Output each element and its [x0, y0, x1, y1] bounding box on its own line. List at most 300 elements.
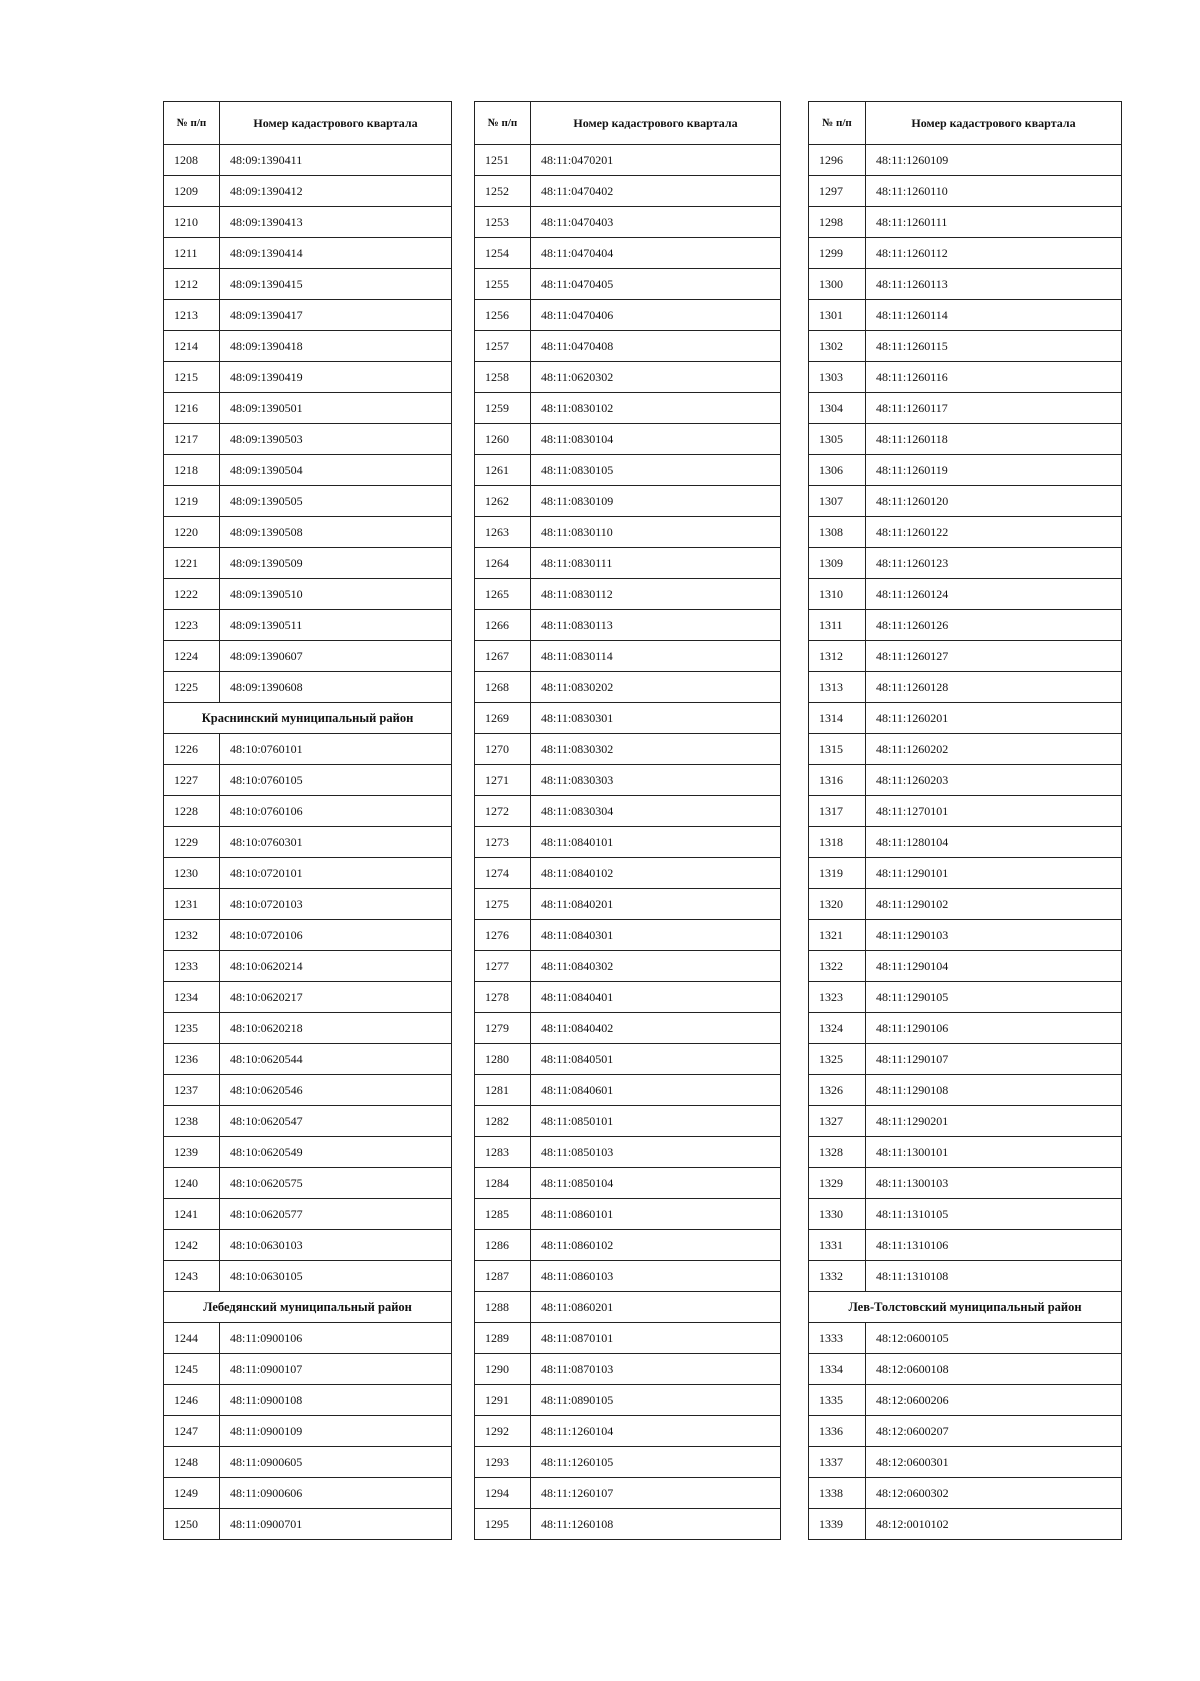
table-row [475, 672, 781, 703]
row-number: 1337 [809, 1447, 866, 1478]
row-number: 1283 [475, 1137, 531, 1168]
table-row [164, 1354, 452, 1385]
cadastral-quarter-number: 48:10:0760106 [220, 796, 452, 827]
row-number: 1253 [475, 207, 531, 238]
row-number: 1225 [164, 672, 220, 703]
cadastral-quarter-number: 48:11:0830303 [531, 765, 781, 796]
table-row [164, 951, 452, 982]
table-row [164, 548, 452, 579]
cadastral-quarter-number: 48:11:1260201 [866, 703, 1122, 734]
cadastral-quarter-number: 48:10:0620549 [220, 1137, 452, 1168]
table-row [475, 1044, 781, 1075]
table-row [164, 455, 452, 486]
row-number: 1321 [809, 920, 866, 951]
row-number: 1301 [809, 300, 866, 331]
cadastral-quarter-number: 48:11:0620302 [531, 362, 781, 393]
row-number: 1262 [475, 486, 531, 517]
table-row [809, 1106, 1122, 1137]
row-number: 1270 [475, 734, 531, 765]
cadastral-quarter-number: 48:11:0470405 [531, 269, 781, 300]
cadastral-quarter-number: 48:09:1390501 [220, 393, 452, 424]
cadastral-quarter-number: 48:11:0850104 [531, 1168, 781, 1199]
table-row [475, 579, 781, 610]
table-row [164, 734, 452, 765]
cadastral-quarter-number: 48:10:0630103 [220, 1230, 452, 1261]
cadastral-quarter-number: 48:09:1390414 [220, 238, 452, 269]
cadastral-quarter-number: 48:11:1260105 [531, 1447, 781, 1478]
table-row [164, 672, 452, 703]
cadastral-quarter-number: 48:11:1260124 [866, 579, 1122, 610]
table-row [475, 145, 781, 176]
table-row [475, 1447, 781, 1478]
cadastral-quarter-number: 48:11:0830301 [531, 703, 781, 734]
table-row [164, 1416, 452, 1447]
row-number: 1288 [475, 1292, 531, 1323]
row-number: 1250 [164, 1509, 220, 1540]
cadastral-quarter-number: 48:10:0620547 [220, 1106, 452, 1137]
row-number: 1224 [164, 641, 220, 672]
table-row [809, 424, 1122, 455]
table-row [809, 579, 1122, 610]
row-number: 1252 [475, 176, 531, 207]
cadastral-quarter-number: 48:11:1290108 [866, 1075, 1122, 1106]
cadastral-quarter-number: 48:11:1260104 [531, 1416, 781, 1447]
row-number: 1296 [809, 145, 866, 176]
cadastral-quarter-number: 48:11:1260115 [866, 331, 1122, 362]
cadastral-quarter-number: 48:11:0870103 [531, 1354, 781, 1385]
cadastral-quarter-number: 48:11:1290101 [866, 858, 1122, 889]
cadastral-quarter-number: 48:12:0600105 [866, 1323, 1122, 1354]
cadastral-quarter-number: 48:11:0470402 [531, 176, 781, 207]
row-number: 1240 [164, 1168, 220, 1199]
cadastral-quarter-number: 48:11:0840601 [531, 1075, 781, 1106]
cadastral-quarter-number: 48:11:1260118 [866, 424, 1122, 455]
row-number: 1317 [809, 796, 866, 827]
row-number: 1263 [475, 517, 531, 548]
table-row [164, 1013, 452, 1044]
row-number: 1213 [164, 300, 220, 331]
table-row [809, 641, 1122, 672]
cadastral-quarter-number: 48:09:1390417 [220, 300, 452, 331]
cadastral-quarter-number: 48:12:0600108 [866, 1354, 1122, 1385]
row-number: 1211 [164, 238, 220, 269]
table-row [809, 176, 1122, 207]
row-number: 1220 [164, 517, 220, 548]
row-number: 1286 [475, 1230, 531, 1261]
cadastral-quarter-number: 48:11:1310106 [866, 1230, 1122, 1261]
header-cadastral-quarter: Номер кадастрового квартала [866, 102, 1122, 145]
table-row [809, 486, 1122, 517]
district-section-row [809, 1292, 1122, 1323]
district-section-title: Краснинский муниципальный район [164, 703, 452, 734]
table-row [164, 796, 452, 827]
cadastral-quarter-number: 48:11:1260123 [866, 548, 1122, 579]
row-number: 1290 [475, 1354, 531, 1385]
row-number: 1221 [164, 548, 220, 579]
table-row [475, 207, 781, 238]
cadastral-quarter-number: 48:09:1390608 [220, 672, 452, 703]
row-number: 1271 [475, 765, 531, 796]
row-number: 1314 [809, 703, 866, 734]
cadastral-quarter-number: 48:10:0620546 [220, 1075, 452, 1106]
table-row [164, 1447, 452, 1478]
table-row [475, 517, 781, 548]
row-number: 1325 [809, 1044, 866, 1075]
table-row [475, 610, 781, 641]
cadastral-quarter-number: 48:11:0840102 [531, 858, 781, 889]
table-row [809, 331, 1122, 362]
table-row [164, 641, 452, 672]
table-row [475, 1261, 781, 1292]
cadastral-quarter-number: 48:09:1390505 [220, 486, 452, 517]
cadastral-quarter-number: 48:09:1390413 [220, 207, 452, 238]
table-row [809, 145, 1122, 176]
cadastral-quarter-number: 48:11:1260128 [866, 672, 1122, 703]
cadastral-quarter-number: 48:11:0830105 [531, 455, 781, 486]
table-row [809, 1199, 1122, 1230]
row-number: 1258 [475, 362, 531, 393]
table-row [809, 672, 1122, 703]
table-row [809, 734, 1122, 765]
table-row [809, 1230, 1122, 1261]
cadastral-quarter-number: 48:11:1260122 [866, 517, 1122, 548]
row-number: 1238 [164, 1106, 220, 1137]
row-number: 1295 [475, 1509, 531, 1540]
district-section-row [164, 1292, 452, 1323]
table-row [164, 1168, 452, 1199]
row-number: 1279 [475, 1013, 531, 1044]
cadastral-quarter-number: 48:11:0840201 [531, 889, 781, 920]
cadastral-quarter-number: 48:11:0850101 [531, 1106, 781, 1137]
row-number: 1231 [164, 889, 220, 920]
table-row [164, 1044, 452, 1075]
table-row [164, 1261, 452, 1292]
row-number: 1229 [164, 827, 220, 858]
table-row [809, 858, 1122, 889]
row-number: 1282 [475, 1106, 531, 1137]
cadastral-quarter-number: 48:11:1260109 [866, 145, 1122, 176]
table-row [475, 734, 781, 765]
cadastral-quarter-number: 48:11:1260112 [866, 238, 1122, 269]
table-row [164, 517, 452, 548]
table-row [809, 1137, 1122, 1168]
table-row [475, 176, 781, 207]
row-number: 1215 [164, 362, 220, 393]
table-row [809, 1478, 1122, 1509]
cadastral-quarter-number: 48:11:0830202 [531, 672, 781, 703]
cadastral-quarter-number: 48:10:0760301 [220, 827, 452, 858]
row-number: 1257 [475, 331, 531, 362]
table-row [475, 1137, 781, 1168]
district-section-title: Лебедянский муниципальный район [164, 1292, 452, 1323]
cadastral-quarter-number: 48:11:1300101 [866, 1137, 1122, 1168]
table-row [475, 393, 781, 424]
cadastral-quarter-number: 48:11:0840302 [531, 951, 781, 982]
table-row [475, 641, 781, 672]
cadastral-quarter-number: 48:11:0860101 [531, 1199, 781, 1230]
cadastral-quarter-number: 48:10:0620218 [220, 1013, 452, 1044]
table-row [809, 1354, 1122, 1385]
table-row [809, 1044, 1122, 1075]
row-number: 1217 [164, 424, 220, 455]
table-row [164, 238, 452, 269]
row-number: 1267 [475, 641, 531, 672]
cadastral-quarter-number: 48:12:0600207 [866, 1416, 1122, 1447]
table-row [164, 982, 452, 1013]
cadastral-quarter-number: 48:11:1270101 [866, 796, 1122, 827]
row-number: 1256 [475, 300, 531, 331]
cadastral-quarter-number: 48:10:0630105 [220, 1261, 452, 1292]
table-row [809, 362, 1122, 393]
table-row [164, 765, 452, 796]
table-row [809, 1013, 1122, 1044]
row-number: 1247 [164, 1416, 220, 1447]
table-row [164, 889, 452, 920]
cadastral-quarter-number: 48:11:1310105 [866, 1199, 1122, 1230]
cadastral-quarter-number: 48:09:1390503 [220, 424, 452, 455]
table-row [164, 858, 452, 889]
cadastral-quarter-number: 48:11:0830114 [531, 641, 781, 672]
table-row [164, 424, 452, 455]
row-number: 1287 [475, 1261, 531, 1292]
cadastral-quarter-number: 48:12:0010102 [866, 1509, 1122, 1540]
table-row [164, 579, 452, 610]
row-number: 1330 [809, 1199, 866, 1230]
row-number: 1303 [809, 362, 866, 393]
cadastral-quarter-number: 48:10:0620214 [220, 951, 452, 982]
cadastral-quarter-number: 48:10:0760101 [220, 734, 452, 765]
table-row [475, 238, 781, 269]
row-number: 1219 [164, 486, 220, 517]
cadastral-quarter-number: 48:11:1290105 [866, 982, 1122, 1013]
cadastral-quarter-number: 48:11:1260113 [866, 269, 1122, 300]
table-row [809, 238, 1122, 269]
cadastral-quarter-number: 48:09:1390511 [220, 610, 452, 641]
cadastral-quarter-number: 48:11:1260108 [531, 1509, 781, 1540]
table-row [809, 300, 1122, 331]
row-number: 1312 [809, 641, 866, 672]
cadastral-quarter-number: 48:12:0600301 [866, 1447, 1122, 1478]
row-number: 1232 [164, 920, 220, 951]
table-row [475, 703, 781, 734]
cadastral-quarter-number: 48:11:1260117 [866, 393, 1122, 424]
table-row [164, 1199, 452, 1230]
table-row [164, 1385, 452, 1416]
cadastral-quarter-number: 48:11:0470408 [531, 331, 781, 362]
table-row [475, 1385, 781, 1416]
cadastral-quarter-number: 48:11:0850103 [531, 1137, 781, 1168]
row-number: 1212 [164, 269, 220, 300]
table-row [809, 1075, 1122, 1106]
table-header-row [475, 102, 781, 145]
row-number: 1338 [809, 1478, 866, 1509]
table-row [475, 331, 781, 362]
cadastral-quarter-number: 48:10:0720106 [220, 920, 452, 951]
table-row [475, 951, 781, 982]
row-number: 1260 [475, 424, 531, 455]
cadastral-quarter-number: 48:11:0830302 [531, 734, 781, 765]
row-number: 1228 [164, 796, 220, 827]
cadastral-quarter-number: 48:11:1280104 [866, 827, 1122, 858]
cadastral-quarter-number: 48:11:1290104 [866, 951, 1122, 982]
table-row [809, 548, 1122, 579]
row-number: 1208 [164, 145, 220, 176]
row-number: 1254 [475, 238, 531, 269]
row-number: 1319 [809, 858, 866, 889]
cadastral-quarter-number: 48:09:1390509 [220, 548, 452, 579]
table-row [164, 1137, 452, 1168]
row-number: 1272 [475, 796, 531, 827]
header-cadastral-quarter: Номер кадастрового квартала [531, 102, 781, 145]
row-number: 1324 [809, 1013, 866, 1044]
row-number: 1274 [475, 858, 531, 889]
table-row [475, 858, 781, 889]
row-number: 1313 [809, 672, 866, 703]
table-row [475, 1416, 781, 1447]
cadastral-quarter-number: 48:09:1390415 [220, 269, 452, 300]
row-number: 1302 [809, 331, 866, 362]
row-number: 1239 [164, 1137, 220, 1168]
cadastral-quarter-number: 48:11:0860103 [531, 1261, 781, 1292]
table-row [809, 1447, 1122, 1478]
table-row [475, 982, 781, 1013]
row-number: 1332 [809, 1261, 866, 1292]
row-number: 1234 [164, 982, 220, 1013]
table-row [475, 1354, 781, 1385]
cadastral-quarter-number: 48:11:0830304 [531, 796, 781, 827]
cadastral-quarter-number: 48:11:0900606 [220, 1478, 452, 1509]
cadastral-quarter-number: 48:12:0600302 [866, 1478, 1122, 1509]
cadastral-quarter-number: 48:09:1390412 [220, 176, 452, 207]
row-number: 1209 [164, 176, 220, 207]
table-row [475, 889, 781, 920]
table-row [475, 1013, 781, 1044]
row-number: 1235 [164, 1013, 220, 1044]
table-row [475, 1509, 781, 1540]
row-number: 1318 [809, 827, 866, 858]
table-row [475, 827, 781, 858]
cadastral-quarter-number: 48:11:0830102 [531, 393, 781, 424]
cadastral-quarter-number: 48:12:0600206 [866, 1385, 1122, 1416]
row-number: 1230 [164, 858, 220, 889]
table-row [475, 1199, 781, 1230]
cadastral-quarter-number: 48:11:0470406 [531, 300, 781, 331]
row-number: 1276 [475, 920, 531, 951]
table-row [475, 486, 781, 517]
cadastral-quarter-number: 48:11:0860102 [531, 1230, 781, 1261]
cadastral-quarter-number: 48:11:1290102 [866, 889, 1122, 920]
header-number: № п/п [164, 102, 220, 145]
table-row [164, 176, 452, 207]
cadastral-quarter-number: 48:10:0720103 [220, 889, 452, 920]
row-number: 1243 [164, 1261, 220, 1292]
table-row [809, 393, 1122, 424]
cadastral-table-3 [808, 101, 1122, 1540]
row-number: 1222 [164, 579, 220, 610]
table-row [475, 362, 781, 393]
row-number: 1278 [475, 982, 531, 1013]
row-number: 1277 [475, 951, 531, 982]
table-row [809, 1168, 1122, 1199]
row-number: 1236 [164, 1044, 220, 1075]
table-row [164, 1509, 452, 1540]
cadastral-quarter-number: 48:11:1260119 [866, 455, 1122, 486]
table-row [164, 145, 452, 176]
cadastral-quarter-number: 48:11:0900106 [220, 1323, 452, 1354]
header-number: № п/п [809, 102, 866, 145]
table-row [475, 1323, 781, 1354]
row-number: 1297 [809, 176, 866, 207]
row-number: 1334 [809, 1354, 866, 1385]
row-number: 1327 [809, 1106, 866, 1137]
row-number: 1261 [475, 455, 531, 486]
row-number: 1226 [164, 734, 220, 765]
row-number: 1266 [475, 610, 531, 641]
row-number: 1259 [475, 393, 531, 424]
table-row [475, 269, 781, 300]
row-number: 1294 [475, 1478, 531, 1509]
table-row [164, 207, 452, 238]
row-number: 1322 [809, 951, 866, 982]
table-row [475, 765, 781, 796]
row-number: 1323 [809, 982, 866, 1013]
cadastral-quarter-number: 48:11:0830111 [531, 548, 781, 579]
row-number: 1308 [809, 517, 866, 548]
row-number: 1326 [809, 1075, 866, 1106]
row-number: 1333 [809, 1323, 866, 1354]
row-number: 1315 [809, 734, 866, 765]
table-row [164, 1230, 452, 1261]
row-number: 1255 [475, 269, 531, 300]
cadastral-quarter-number: 48:09:1390418 [220, 331, 452, 362]
row-number: 1292 [475, 1416, 531, 1447]
cadastral-table-1 [163, 101, 452, 1540]
table-row [809, 1385, 1122, 1416]
row-number: 1280 [475, 1044, 531, 1075]
table-row [475, 455, 781, 486]
table-row [475, 796, 781, 827]
cadastral-quarter-number: 48:10:0620577 [220, 1199, 452, 1230]
table-header-row [164, 102, 452, 145]
row-number: 1246 [164, 1385, 220, 1416]
table-row [809, 269, 1122, 300]
cadastral-quarter-number: 48:11:0840301 [531, 920, 781, 951]
cadastral-quarter-number: 48:11:0840402 [531, 1013, 781, 1044]
cadastral-quarter-number: 48:11:0470404 [531, 238, 781, 269]
cadastral-quarter-number: 48:09:1390607 [220, 641, 452, 672]
table-row [164, 331, 452, 362]
cadastral-quarter-number: 48:11:0900107 [220, 1354, 452, 1385]
table-row [809, 1509, 1122, 1540]
table-row [475, 920, 781, 951]
table-row [164, 610, 452, 641]
row-number: 1300 [809, 269, 866, 300]
table-row [164, 1478, 452, 1509]
row-number: 1310 [809, 579, 866, 610]
row-number: 1210 [164, 207, 220, 238]
cadastral-quarter-number: 48:11:0830110 [531, 517, 781, 548]
cadastral-quarter-number: 48:09:1390504 [220, 455, 452, 486]
row-number: 1268 [475, 672, 531, 703]
row-number: 1309 [809, 548, 866, 579]
row-number: 1311 [809, 610, 866, 641]
cadastral-quarter-number: 48:11:1260202 [866, 734, 1122, 765]
table-row [164, 1075, 452, 1106]
row-number: 1223 [164, 610, 220, 641]
cadastral-quarter-number: 48:10:0620575 [220, 1168, 452, 1199]
table-row [164, 362, 452, 393]
table-row [809, 517, 1122, 548]
